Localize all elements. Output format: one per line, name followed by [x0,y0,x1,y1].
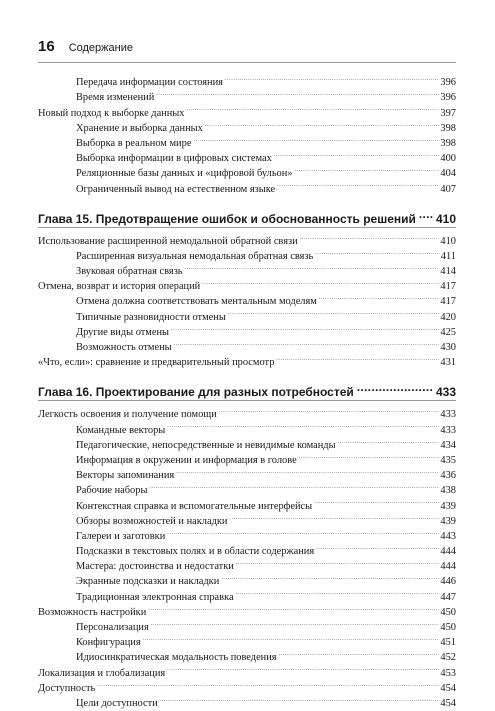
dot-leader [170,320,439,335]
toc-entry-title: Новый подход к выборке данных [38,107,185,119]
toc-entry-page: 447 [440,591,456,603]
dot-leader [166,417,439,432]
toc-entry-title: «Что, если»: сравнение и предварительный просмотр [38,357,275,369]
toc-entry-title: Обзоры возможностей и накладки [76,515,228,527]
toc-entry-title: Звуковая обратная связь [76,266,183,278]
dot-leader [173,335,440,350]
toc-entry-page: 411 [440,250,456,262]
dot-leader [299,229,440,244]
toc-entry-page: 444 [440,546,456,558]
toc-group-3 [38,402,456,709]
dot-leader [294,161,440,176]
running-header [38,38,456,60]
dot-leader [147,600,439,615]
dot-leader [229,509,440,524]
toc-entry-title: Педагогические, непосредственные и невидимые команды [76,439,336,451]
toc-entry-page: 425 [440,326,456,338]
toc-entry-page: 400 [440,153,456,165]
toc-entry-title: Цели доступности [76,697,158,709]
toc-entry-title: Использование расширенной немодальной обратной связи [38,235,298,247]
toc-entry-title: Командные векторы [76,424,166,436]
toc-entry-title: Рабочие наборы [76,485,148,497]
toc-entry-page: 453 [440,667,456,679]
dot-leader [318,289,440,304]
dot-leader [337,433,440,448]
toc-entry-title: Ограниченный вывод на естественном языке [76,183,276,195]
toc-entry-title: Векторы запоминания [76,470,175,482]
dot-leader [235,554,440,569]
toc-entry-title: Типичные разновидности отмены [76,311,226,323]
dot-leader [275,350,439,365]
dot-leader [155,85,439,100]
dot-leader [315,539,439,554]
toc-entry-title: Передача информации состояния [76,77,223,89]
toc-entry-page: 444 [440,561,456,573]
toc-entry-page: 420 [440,311,456,323]
dot-leader [96,676,439,691]
toc-entry-title: Контекстная справка и вспомогательные интерфейсы [76,500,313,512]
dot-leader [142,630,440,645]
toc-entry-title: Возможность отмены [76,342,172,353]
dot-leader [224,70,439,85]
chapter-heading-15[interactable] [38,205,456,226]
toc-entry-page: 454 [440,697,456,709]
toc-entry-page: 410 [440,235,456,247]
toc-entry-page: 398 [440,122,456,134]
toc-entry-title: Локализация и глобализация [38,667,166,679]
toc-entry-page: 438 [440,485,456,497]
toc-group-1 [38,70,456,195]
dot-leader [313,493,439,508]
toc-entry-page: 452 [440,652,456,664]
dot-leader [148,478,439,493]
toc-entry-page: 417 [440,296,456,308]
toc-entry-page: 450 [440,622,456,633]
dot-leader [235,584,440,599]
toc-entry-page: 431 [440,357,456,369]
chapter-page: 410 [435,211,456,226]
toc-entry-page: 446 [440,576,456,588]
dot-leader [218,402,440,417]
toc-entry-page: 414 [440,266,456,278]
dot-leader [184,259,440,274]
toc-entry-page: 417 [440,281,456,293]
toc-entry-title: Расширенная визуальная немодальная обратная связь [76,250,314,262]
toc-entry-page: 439 [440,500,456,512]
toc-entry-title: Доступность [38,682,96,694]
toc-entry-page: 434 [440,439,456,451]
running-header-title: Содержание [68,42,133,54]
toc-entry-title: Выборка в реальном мире [76,137,192,149]
dot-leader [418,205,434,223]
dot-leader [185,100,439,115]
toc-entry-title: Возможность настройки [38,606,147,618]
toc-entry[interactable] [38,676,456,694]
chapter-title: Глава 15. Предотвращение ошибок и обоснованность решений [38,211,416,226]
dot-leader [159,691,440,706]
page-number: 16 [38,38,55,55]
dot-leader [166,660,439,675]
dot-leader [220,569,439,584]
toc-entry-title: Экранные подсказки и накладки [76,576,220,588]
dot-leader [166,524,439,539]
table-of-contents [38,70,456,709]
toc-entry-title: Другие виды отмены [76,326,170,338]
dot-leader [204,116,440,131]
toc-entry-title: Отмена должна соответствовать ментальным моделям [76,296,317,308]
toc-entry-page: 396 [440,77,456,89]
toc-entry-title: Конфигурация [76,637,141,649]
toc-entry-title: Хранение и выборка данных [76,122,203,134]
toc-entry-page: 443 [440,530,456,542]
toc-group-2 [38,229,456,369]
dot-leader [175,463,439,478]
chapter-title: Глава 16. Проектирование для разных потребностей [38,385,354,400]
dot-leader [201,274,439,289]
toc-entry[interactable] [38,402,456,421]
toc-entry-title: Персонализация [76,622,149,633]
toc-entry[interactable] [38,229,456,247]
toc-entry-title: Легкость освоения и получение помощи [38,409,217,421]
dot-leader [276,176,439,191]
dot-leader [278,645,440,660]
toc-entry-page: 450 [440,606,456,618]
dot-leader [314,244,440,259]
toc-entry-title: Галереи и заготовки [76,530,166,542]
toc-entry-page: 454 [440,682,456,694]
toc-entry-page: 436 [440,470,456,482]
dot-leader [150,615,440,630]
toc-entry[interactable] [38,691,456,709]
toc-entry-title: Реляционные базы данных и «цифровой бульон» [76,168,293,180]
toc-entry-page: 451 [440,637,456,649]
toc-entry-page: 396 [440,92,456,104]
toc-entry-page: 398 [440,137,456,149]
toc-entry-page: 435 [440,454,456,466]
toc-entry-title: Время изменений [76,92,155,104]
toc-entry-page: 397 [440,107,456,119]
chapter-heading-16[interactable] [38,378,456,400]
toc-entry-page: 433 [440,409,456,421]
toc-entry-title: Традиционная электронная справка [76,591,234,603]
toc-entry-title: Отмена, возврат и история операций [38,281,201,293]
dot-leader [227,304,440,319]
toc-entry-title: Идиосинкратическая модальность поведения [76,652,277,664]
toc-entry-title: Подсказки в текстовых полях и в области содержания [76,546,315,558]
toc-entry[interactable] [38,70,456,89]
dot-leader [273,146,440,161]
toc-entry-page: 430 [440,342,456,353]
dot-leader [298,448,440,463]
toc-entry-page: 439 [440,515,456,527]
dot-leader [356,378,434,396]
toc-entry-title: Мастера: достоинства и недостатки [76,561,234,573]
toc-entry-page: 407 [440,183,456,195]
header-rule [38,62,456,63]
toc-entry-title: Информация в окружении и информация в голове [76,454,297,466]
toc-entry-title: Выборка информации в цифровых системах [76,153,272,165]
toc-entry-page: 433 [440,424,456,436]
chapter-page: 433 [435,385,456,400]
toc-entry-page: 404 [440,168,456,180]
dot-leader [192,131,439,146]
